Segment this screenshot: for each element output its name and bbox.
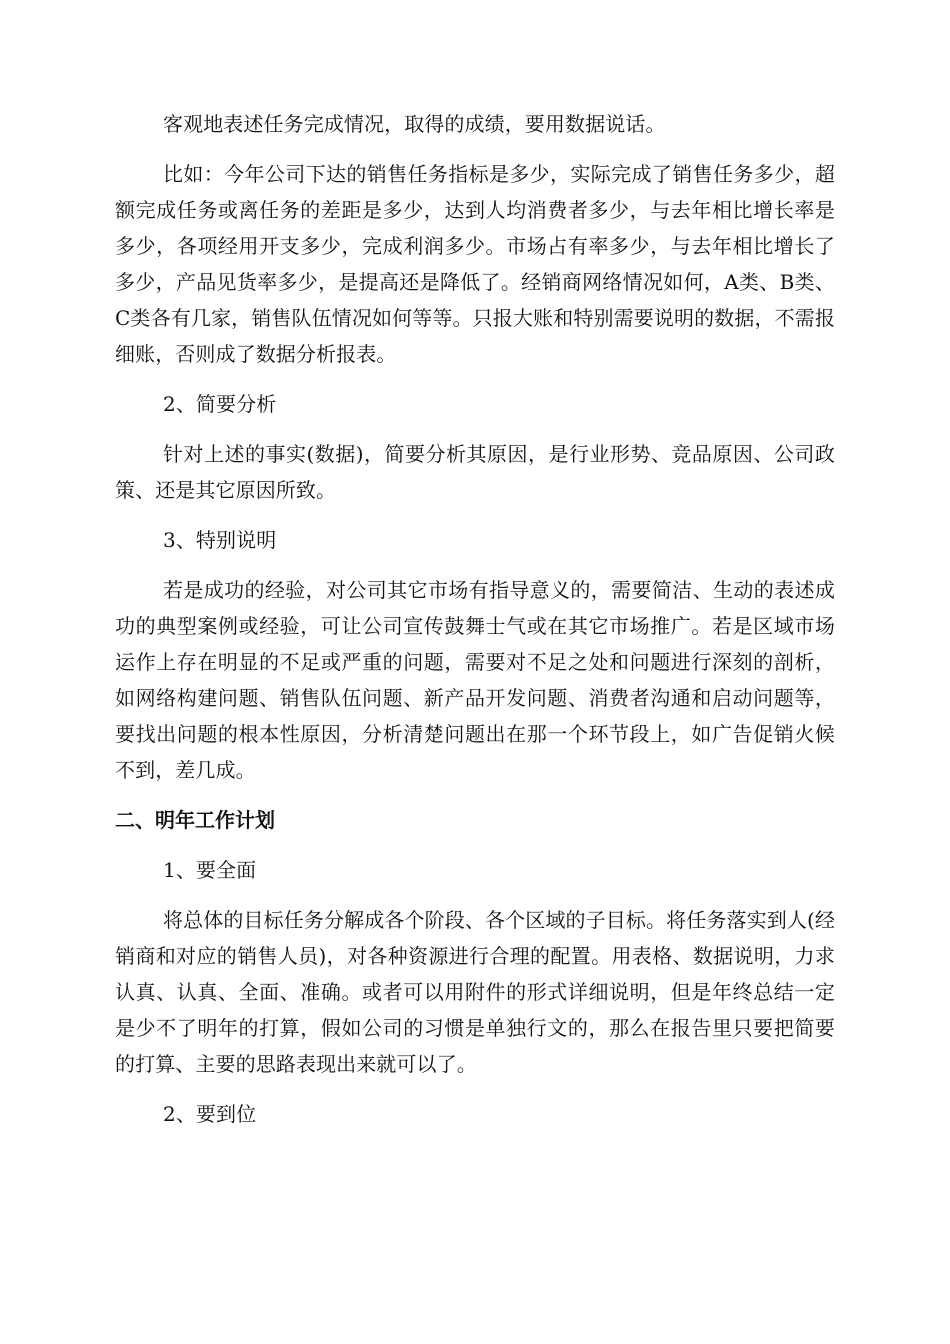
paragraph-example-data: 比如：今年公司下达的销售任务指标是多少，实际完成了销售任务多少，超额完成任务或离任务的差距是多少，达到人均消费者多少，与去年相比增长率是多少，各项经用开支多少，完成利润多少。市场占有率多少，与去年相比增长了多少，产品见货率多少，是提高还是降低了。经销商网络情况如何，A类、B类、C类各有几家，销售队伍情况如何等等。只报大账和特别需要说明的数据，不需报细账，否则成了数据分析报表。 bbox=[115, 162, 835, 366]
paragraph-gap bbox=[115, 508, 835, 522]
document-page bbox=[115, 106, 835, 1132]
paragraph-gap bbox=[115, 838, 835, 852]
subheading-comprehensive: 1、要全面 bbox=[163, 858, 257, 882]
paragraph-achievements-intro: 客观地表述任务完成情况，取得的成绩，要用数据说话。 bbox=[163, 112, 666, 136]
paragraph-gap bbox=[115, 1082, 835, 1096]
paragraph-gap bbox=[115, 558, 835, 572]
subheading-in-place: 2、要到位 bbox=[163, 1102, 257, 1126]
paragraph-gap bbox=[115, 372, 835, 386]
paragraph-gap bbox=[115, 422, 835, 436]
paragraph-gap bbox=[115, 788, 835, 802]
paragraph-analysis-reasons: 针对上述的事实(数据)，简要分析其原因，是行业形势、竞品原因、公司政策、还是其它原因所致。 bbox=[115, 442, 835, 502]
paragraph-task-breakdown: 将总体的目标任务分解成各个阶段、各个区域的子目标。将任务落实到人(经销商和对应的销售人员)，对各种资源进行合理的配置。用表格、数据说明，力求认真、认真、全面、准确。或者可以用附件的形式详细说明，但是年终总结一定是少不了明年的打算，假如公司的习惯是单独行文的，那么在报告里只要把简要的打算、主要的思路表现出来就可以了。 bbox=[115, 908, 835, 1076]
paragraph-gap bbox=[115, 888, 835, 902]
section-heading-next-year-plan: 二、明年工作计划 bbox=[115, 808, 275, 832]
subheading-brief-analysis: 2、简要分析 bbox=[163, 392, 277, 416]
paragraph-gap bbox=[115, 142, 835, 156]
subheading-special-notes: 3、特别说明 bbox=[163, 528, 277, 552]
paragraph-special-notes: 若是成功的经验，对公司其它市场有指导意义的，需要简洁、生动的表述成功的典型案例或经验，可让公司宣传鼓舞士气或在其它市场推广。若是区域市场运作上存在明显的不足或严重的问题，需要对不足之处和问题进行深刻的剖析，如网络构建问题、销售队伍问题、新产品开发问题、消费者沟通和启动问题等，要找出问题的根本性原因，分析清楚问题出在那一个环节段上，如广告促销火候不到，差几成。 bbox=[115, 578, 835, 782]
